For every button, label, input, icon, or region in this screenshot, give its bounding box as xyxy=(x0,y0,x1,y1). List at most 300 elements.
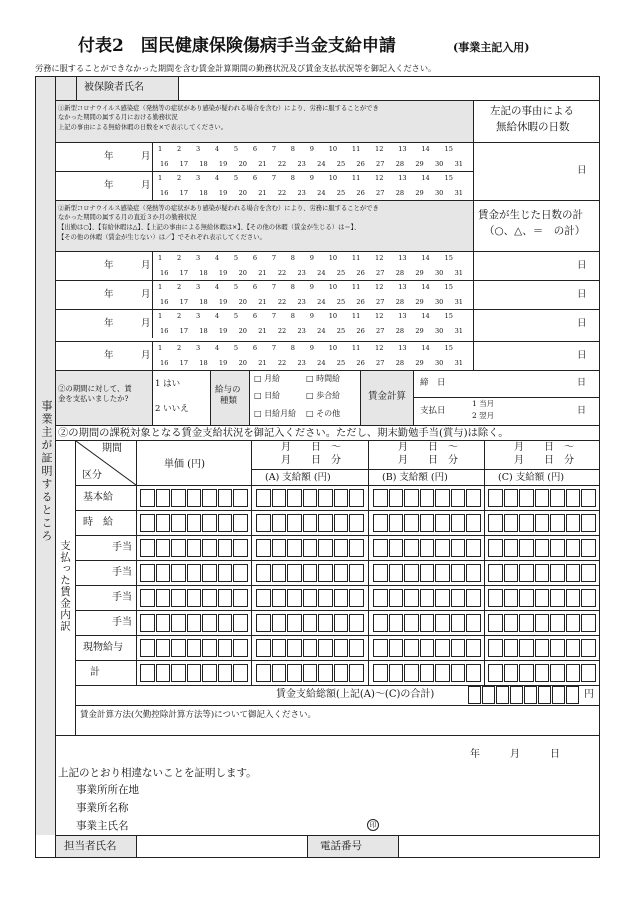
calendar-day[interactable]: 19 xyxy=(218,298,228,306)
calendar-day[interactable]: 20 xyxy=(238,269,247,277)
calendar-day[interactable]: 1 xyxy=(158,283,163,291)
calendar-day[interactable]: 19 xyxy=(218,359,228,367)
digit-box[interactable] xyxy=(420,539,435,557)
calendar-day[interactable]: 8 xyxy=(290,283,295,291)
calendar-day[interactable]: 16 xyxy=(160,298,169,306)
digit-box[interactable] xyxy=(504,489,519,507)
digit-box[interactable] xyxy=(171,639,186,657)
calendar-day[interactable]: 13 xyxy=(398,312,407,320)
calendar-day[interactable]: 2 xyxy=(176,174,182,182)
calendar-day[interactable]: 23 xyxy=(297,298,306,306)
calendar-day[interactable]: 24 xyxy=(317,359,326,367)
calendar-day[interactable]: 26 xyxy=(356,269,365,277)
digit-box[interactable] xyxy=(334,664,349,682)
year-field[interactable]: 年 xyxy=(104,180,114,191)
digit-box[interactable] xyxy=(581,539,596,557)
calendar-day[interactable]: 30 xyxy=(434,160,444,168)
digit-box[interactable] xyxy=(535,564,550,582)
digit-box[interactable] xyxy=(435,664,450,682)
digit-box[interactable] xyxy=(451,664,466,682)
digit-box[interactable] xyxy=(171,489,186,507)
digit-box[interactable] xyxy=(420,664,435,682)
phone-field[interactable] xyxy=(399,836,599,857)
calendar-day[interactable]: 15 xyxy=(444,312,453,320)
digit-box[interactable] xyxy=(202,589,217,607)
calendar-day[interactable]: 5 xyxy=(233,344,239,352)
digit-box[interactable] xyxy=(187,639,202,657)
digit-box[interactable] xyxy=(233,664,248,682)
calendar-day[interactable]: 29 xyxy=(415,269,424,277)
calendar-day[interactable]: 12 xyxy=(375,344,384,352)
calendar-day[interactable]: 24 xyxy=(317,160,326,168)
digit-box[interactable] xyxy=(233,614,248,632)
digit-box[interactable] xyxy=(318,614,333,632)
digit-box[interactable] xyxy=(519,489,534,507)
month-field[interactable]: 月 xyxy=(141,289,151,300)
calendar-day[interactable]: 30 xyxy=(434,359,444,367)
digit-box[interactable] xyxy=(256,489,271,507)
digit-box[interactable] xyxy=(466,489,481,507)
digit-box[interactable] xyxy=(435,514,450,532)
digit-box[interactable] xyxy=(303,639,318,657)
digit-box[interactable] xyxy=(435,614,450,632)
month-field[interactable]: 月 xyxy=(141,318,151,329)
calendar-day[interactable]: 8 xyxy=(290,145,295,153)
calendar-day[interactable]: 27 xyxy=(376,160,385,168)
digit-box[interactable] xyxy=(566,589,581,607)
month-field[interactable]: 月 xyxy=(141,350,151,361)
calendar-day[interactable]: 18 xyxy=(199,327,208,335)
digit-box[interactable] xyxy=(404,589,419,607)
calendar-day[interactable]: 29 xyxy=(415,189,424,197)
calc-method-field[interactable] xyxy=(77,722,597,734)
digit-box[interactable] xyxy=(420,589,435,607)
calendar-day[interactable]: 12 xyxy=(375,174,384,182)
calendar-day[interactable]: 22 xyxy=(277,327,287,335)
calendar-day[interactable]: 8 xyxy=(290,344,295,352)
digit-box[interactable] xyxy=(451,489,466,507)
calendar-day[interactable]: 27 xyxy=(376,359,385,367)
digit-box[interactable] xyxy=(272,639,287,657)
calendar-day[interactable]: 5 xyxy=(233,145,239,153)
digit-box[interactable] xyxy=(466,639,481,657)
calendar-day[interactable]: 31 xyxy=(454,298,463,306)
digit-box[interactable] xyxy=(435,489,450,507)
digit-box[interactable] xyxy=(272,664,287,682)
salary-type-hourly[interactable]: □ 時間給 xyxy=(306,374,341,383)
calendar-day[interactable]: 11 xyxy=(351,344,361,352)
digit-box[interactable] xyxy=(272,514,287,532)
digit-box[interactable] xyxy=(581,589,596,607)
calendar-day[interactable]: 7 xyxy=(271,174,277,182)
digit-box[interactable] xyxy=(566,514,581,532)
digit-box[interactable] xyxy=(435,539,450,557)
digit-box[interactable] xyxy=(504,664,519,682)
digit-box[interactable] xyxy=(389,564,404,582)
digit-box[interactable] xyxy=(318,564,333,582)
calendar-day[interactable]: 18 xyxy=(199,160,208,168)
contact-person-field[interactable] xyxy=(137,836,307,857)
digit-box[interactable] xyxy=(140,514,155,532)
calendar-day[interactable]: 31 xyxy=(454,160,463,168)
digit-box[interactable] xyxy=(287,639,302,657)
digit-box[interactable] xyxy=(349,639,364,657)
calendar-day[interactable]: 16 xyxy=(160,327,169,335)
digit-box[interactable] xyxy=(488,514,503,532)
period-from[interactable]: 月 日 〜 xyxy=(281,442,341,453)
digit-box[interactable] xyxy=(550,589,565,607)
calendar-day[interactable]: 4 xyxy=(214,174,220,182)
calendar-day[interactable]: 3 xyxy=(195,254,201,262)
digit-box[interactable] xyxy=(256,539,271,557)
calendar-day[interactable]: 14 xyxy=(421,145,430,153)
calendar-day[interactable]: 27 xyxy=(376,269,385,277)
calendar-day[interactable]: 5 xyxy=(233,254,239,262)
calendar-day[interactable]: 16 xyxy=(160,189,169,197)
calendar-day[interactable]: 24 xyxy=(317,189,326,197)
digit-box[interactable] xyxy=(535,539,550,557)
calendar-day[interactable]: 31 xyxy=(454,327,463,335)
digit-box[interactable] xyxy=(287,564,302,582)
digit-box[interactable] xyxy=(389,489,404,507)
calendar-day[interactable]: 28 xyxy=(395,359,405,367)
calendar-day[interactable]: 25 xyxy=(336,298,346,306)
calendar-day[interactable]: 13 xyxy=(398,254,407,262)
digit-box[interactable] xyxy=(256,614,271,632)
calendar-day[interactable]: 11 xyxy=(351,312,361,320)
calendar-day[interactable]: 2 xyxy=(176,145,182,153)
digit-box[interactable] xyxy=(451,539,466,557)
calendar-day[interactable]: 9 xyxy=(309,145,314,153)
period-from[interactable]: 月 日 〜 xyxy=(398,442,458,453)
calendar-day[interactable]: 16 xyxy=(160,359,169,367)
calendar-day[interactable]: 21 xyxy=(258,298,267,306)
digit-box[interactable] xyxy=(451,589,466,607)
digit-box[interactable] xyxy=(303,564,318,582)
calendar-day[interactable]: 24 xyxy=(317,298,326,306)
digit-box[interactable] xyxy=(519,514,534,532)
digit-box[interactable] xyxy=(349,489,364,507)
calendar-day[interactable]: 25 xyxy=(336,269,346,277)
digit-box[interactable] xyxy=(519,589,534,607)
calendar-day[interactable]: 27 xyxy=(376,298,385,306)
digit-box[interactable] xyxy=(535,639,550,657)
certify-date[interactable]: 年 月 日 xyxy=(470,749,560,760)
digit-box[interactable] xyxy=(581,614,596,632)
digit-box[interactable] xyxy=(519,564,534,582)
digit-box[interactable] xyxy=(303,514,318,532)
calendar-day[interactable]: 25 xyxy=(336,359,346,367)
digit-box[interactable] xyxy=(171,539,186,557)
digit-box[interactable] xyxy=(140,489,155,507)
calendar-day[interactable]: 20 xyxy=(238,298,247,306)
digit-box[interactable] xyxy=(272,539,287,557)
digit-box[interactable] xyxy=(218,614,233,632)
calendar-day[interactable]: 31 xyxy=(454,189,463,197)
calendar-day[interactable]: 7 xyxy=(271,312,277,320)
calendar-day[interactable]: 6 xyxy=(252,283,258,291)
month-field[interactable]: 月 xyxy=(141,260,151,271)
digit-box[interactable] xyxy=(349,514,364,532)
calendar-day[interactable]: 9 xyxy=(309,174,314,182)
digit-box[interactable] xyxy=(202,539,217,557)
calendar-day[interactable]: 3 xyxy=(195,312,201,320)
calendar-day[interactable]: 17 xyxy=(179,189,189,197)
calendar-day[interactable]: 5 xyxy=(233,283,239,291)
digit-box[interactable] xyxy=(504,589,519,607)
calendar-day[interactable]: 10 xyxy=(328,254,338,262)
calendar-day[interactable]: 11 xyxy=(351,145,361,153)
digit-box[interactable] xyxy=(504,539,519,557)
digit-box[interactable] xyxy=(373,614,388,632)
digit-box[interactable] xyxy=(581,639,596,657)
period-to[interactable]: 月 日 分 xyxy=(281,455,341,466)
calendar-day[interactable]: 13 xyxy=(398,344,407,352)
digit-box[interactable] xyxy=(435,564,450,582)
calendar-day[interactable]: 26 xyxy=(356,160,365,168)
calendar-day[interactable]: 13 xyxy=(398,283,407,291)
digit-box[interactable] xyxy=(566,614,581,632)
digit-box[interactable] xyxy=(451,564,466,582)
digit-box[interactable] xyxy=(140,589,155,607)
calendar-day[interactable]: 22 xyxy=(277,269,287,277)
digit-box[interactable] xyxy=(218,639,233,657)
digit-box[interactable] xyxy=(466,539,481,557)
digit-box[interactable] xyxy=(488,639,503,657)
salary-type-other[interactable]: □ その他 xyxy=(306,409,341,418)
calendar-day[interactable]: 19 xyxy=(218,327,228,335)
digit-box[interactable] xyxy=(156,489,171,507)
calendar-day[interactable]: 7 xyxy=(271,254,277,262)
total-digit-box[interactable] xyxy=(496,686,509,704)
total-digit-box[interactable] xyxy=(482,686,495,704)
month-field[interactable]: 月 xyxy=(141,180,151,191)
calendar-day[interactable]: 16 xyxy=(160,160,169,168)
digit-box[interactable] xyxy=(287,589,302,607)
digit-box[interactable] xyxy=(404,639,419,657)
calendar-day[interactable]: 21 xyxy=(258,327,267,335)
digit-box[interactable] xyxy=(256,564,271,582)
period-from[interactable]: 月 日 〜 xyxy=(514,442,574,453)
calendar-day[interactable]: 14 xyxy=(421,283,430,291)
digit-box[interactable] xyxy=(535,664,550,682)
digit-box[interactable] xyxy=(202,639,217,657)
digit-box[interactable] xyxy=(581,489,596,507)
calendar-day[interactable]: 15 xyxy=(444,344,453,352)
calendar-day[interactable]: 12 xyxy=(375,283,384,291)
calendar-day[interactable]: 10 xyxy=(328,312,338,320)
digit-box[interactable] xyxy=(373,564,388,582)
digit-box[interactable] xyxy=(140,664,155,682)
calendar-day[interactable]: 1 xyxy=(158,312,163,320)
calendar-day[interactable]: 3 xyxy=(195,145,201,153)
calendar-day[interactable]: 14 xyxy=(421,344,430,352)
digit-box[interactable] xyxy=(318,639,333,657)
calendar-day[interactable]: 17 xyxy=(179,359,189,367)
payment-no-option[interactable]: 2 いいえ xyxy=(155,404,189,414)
calendar-day[interactable]: 17 xyxy=(179,298,189,306)
digit-box[interactable] xyxy=(519,539,534,557)
calendar-day[interactable]: 14 xyxy=(421,254,430,262)
digit-box[interactable] xyxy=(389,664,404,682)
digit-box[interactable] xyxy=(156,539,171,557)
calendar-day[interactable]: 3 xyxy=(195,174,201,182)
calendar-day[interactable]: 9 xyxy=(309,344,314,352)
calendar-day[interactable]: 25 xyxy=(336,189,346,197)
payment-yes-option[interactable]: 1 はい xyxy=(155,379,181,389)
salary-type-daily[interactable]: □ 日給 xyxy=(254,391,281,400)
calendar-day[interactable]: 22 xyxy=(277,298,287,306)
calendar-day[interactable]: 20 xyxy=(238,359,247,367)
calendar-day[interactable]: 5 xyxy=(233,174,239,182)
digit-box[interactable] xyxy=(334,514,349,532)
digit-box[interactable] xyxy=(349,589,364,607)
calendar-day[interactable]: 28 xyxy=(395,160,405,168)
calendar-day[interactable]: 23 xyxy=(297,327,306,335)
digit-box[interactable] xyxy=(504,639,519,657)
calendar-day[interactable]: 2 xyxy=(176,254,182,262)
period-to[interactable]: 月 日 分 xyxy=(514,455,574,466)
digit-box[interactable] xyxy=(581,564,596,582)
calendar-day[interactable]: 19 xyxy=(218,269,228,277)
calendar-day[interactable]: 7 xyxy=(271,344,277,352)
digit-box[interactable] xyxy=(187,589,202,607)
digit-box[interactable] xyxy=(140,639,155,657)
digit-box[interactable] xyxy=(256,589,271,607)
calendar-day[interactable]: 20 xyxy=(238,189,247,197)
calendar-day[interactable]: 11 xyxy=(351,174,361,182)
digit-box[interactable] xyxy=(420,614,435,632)
digit-box[interactable] xyxy=(566,639,581,657)
calendar-day[interactable]: 13 xyxy=(398,174,407,182)
digit-box[interactable] xyxy=(287,539,302,557)
calendar-day[interactable]: 27 xyxy=(376,327,385,335)
calendar-day[interactable]: 22 xyxy=(277,189,287,197)
calendar-day[interactable]: 31 xyxy=(454,269,463,277)
digit-box[interactable] xyxy=(318,514,333,532)
calendar-day[interactable]: 23 xyxy=(297,160,306,168)
digit-box[interactable] xyxy=(218,489,233,507)
year-field[interactable]: 年 xyxy=(104,318,114,329)
year-field[interactable]: 年 xyxy=(104,151,114,162)
calendar-day[interactable]: 10 xyxy=(328,344,338,352)
digit-box[interactable] xyxy=(488,539,503,557)
salary-type-daily-monthly[interactable]: □ 日給月給 xyxy=(254,409,297,418)
calendar-day[interactable]: 30 xyxy=(434,269,444,277)
digit-box[interactable] xyxy=(202,564,217,582)
calendar-day[interactable]: 11 xyxy=(351,254,361,262)
payday-next-month[interactable]: 2 翌月 xyxy=(472,411,495,420)
calendar-day[interactable]: 13 xyxy=(398,145,407,153)
calendar-day[interactable]: 23 xyxy=(297,189,306,197)
digit-box[interactable] xyxy=(334,639,349,657)
calendar-day[interactable]: 4 xyxy=(214,344,220,352)
calendar-day[interactable]: 23 xyxy=(297,269,306,277)
calendar-day[interactable]: 21 xyxy=(258,160,267,168)
calendar-day[interactable]: 30 xyxy=(434,298,444,306)
digit-box[interactable] xyxy=(303,664,318,682)
digit-box[interactable] xyxy=(550,564,565,582)
digit-box[interactable] xyxy=(187,614,202,632)
year-field[interactable]: 年 xyxy=(104,260,114,271)
calendar-day[interactable]: 29 xyxy=(415,359,424,367)
digit-box[interactable] xyxy=(349,614,364,632)
calendar-day[interactable]: 9 xyxy=(309,283,314,291)
digit-box[interactable] xyxy=(334,564,349,582)
digit-box[interactable] xyxy=(389,539,404,557)
calendar-day[interactable]: 4 xyxy=(214,283,220,291)
calendar-day[interactable]: 30 xyxy=(434,327,444,335)
digit-box[interactable] xyxy=(389,514,404,532)
calendar-day[interactable]: 28 xyxy=(395,189,405,197)
calendar-day[interactable]: 8 xyxy=(290,254,295,262)
calendar-day[interactable]: 1 xyxy=(158,344,163,352)
calendar-day[interactable]: 21 xyxy=(258,269,267,277)
digit-box[interactable] xyxy=(233,564,248,582)
digit-box[interactable] xyxy=(272,589,287,607)
digit-box[interactable] xyxy=(373,539,388,557)
calendar-day[interactable]: 12 xyxy=(375,312,384,320)
calendar-day[interactable]: 28 xyxy=(395,327,405,335)
calendar-day[interactable]: 4 xyxy=(214,145,220,153)
digit-box[interactable] xyxy=(140,564,155,582)
digit-box[interactable] xyxy=(218,514,233,532)
digit-box[interactable] xyxy=(420,514,435,532)
digit-box[interactable] xyxy=(272,489,287,507)
digit-box[interactable] xyxy=(140,539,155,557)
digit-box[interactable] xyxy=(373,664,388,682)
calendar-day[interactable]: 7 xyxy=(271,283,277,291)
calendar-day[interactable]: 15 xyxy=(444,174,453,182)
digit-box[interactable] xyxy=(535,614,550,632)
digit-box[interactable] xyxy=(171,664,186,682)
period-to[interactable]: 月 日 分 xyxy=(398,455,458,466)
digit-box[interactable] xyxy=(451,639,466,657)
digit-box[interactable] xyxy=(334,539,349,557)
digit-box[interactable] xyxy=(334,589,349,607)
calendar-day[interactable]: 8 xyxy=(290,174,295,182)
digit-box[interactable] xyxy=(171,564,186,582)
digit-box[interactable] xyxy=(373,589,388,607)
digit-box[interactable] xyxy=(171,514,186,532)
calendar-day[interactable]: 29 xyxy=(415,298,424,306)
digit-box[interactable] xyxy=(404,564,419,582)
digit-box[interactable] xyxy=(171,614,186,632)
digit-box[interactable] xyxy=(488,664,503,682)
calendar-day[interactable]: 6 xyxy=(252,254,258,262)
calendar-day[interactable]: 26 xyxy=(356,189,365,197)
calendar-day[interactable]: 16 xyxy=(160,269,169,277)
digit-box[interactable] xyxy=(488,589,503,607)
calendar-day[interactable]: 8 xyxy=(290,312,295,320)
digit-box[interactable] xyxy=(218,564,233,582)
digit-box[interactable] xyxy=(256,664,271,682)
salary-type-monthly[interactable]: □ 月給 xyxy=(254,374,281,383)
digit-box[interactable] xyxy=(256,514,271,532)
calendar-day[interactable]: 27 xyxy=(376,189,385,197)
digit-box[interactable] xyxy=(550,664,565,682)
calendar-day[interactable]: 2 xyxy=(176,312,182,320)
digit-box[interactable] xyxy=(187,664,202,682)
digit-box[interactable] xyxy=(218,664,233,682)
calendar-day[interactable]: 24 xyxy=(317,327,326,335)
total-digit-box[interactable] xyxy=(468,686,481,704)
digit-box[interactable] xyxy=(519,614,534,632)
calendar-day[interactable]: 22 xyxy=(277,160,287,168)
calendar-day[interactable]: 25 xyxy=(336,327,346,335)
digit-box[interactable] xyxy=(566,564,581,582)
digit-box[interactable] xyxy=(233,514,248,532)
